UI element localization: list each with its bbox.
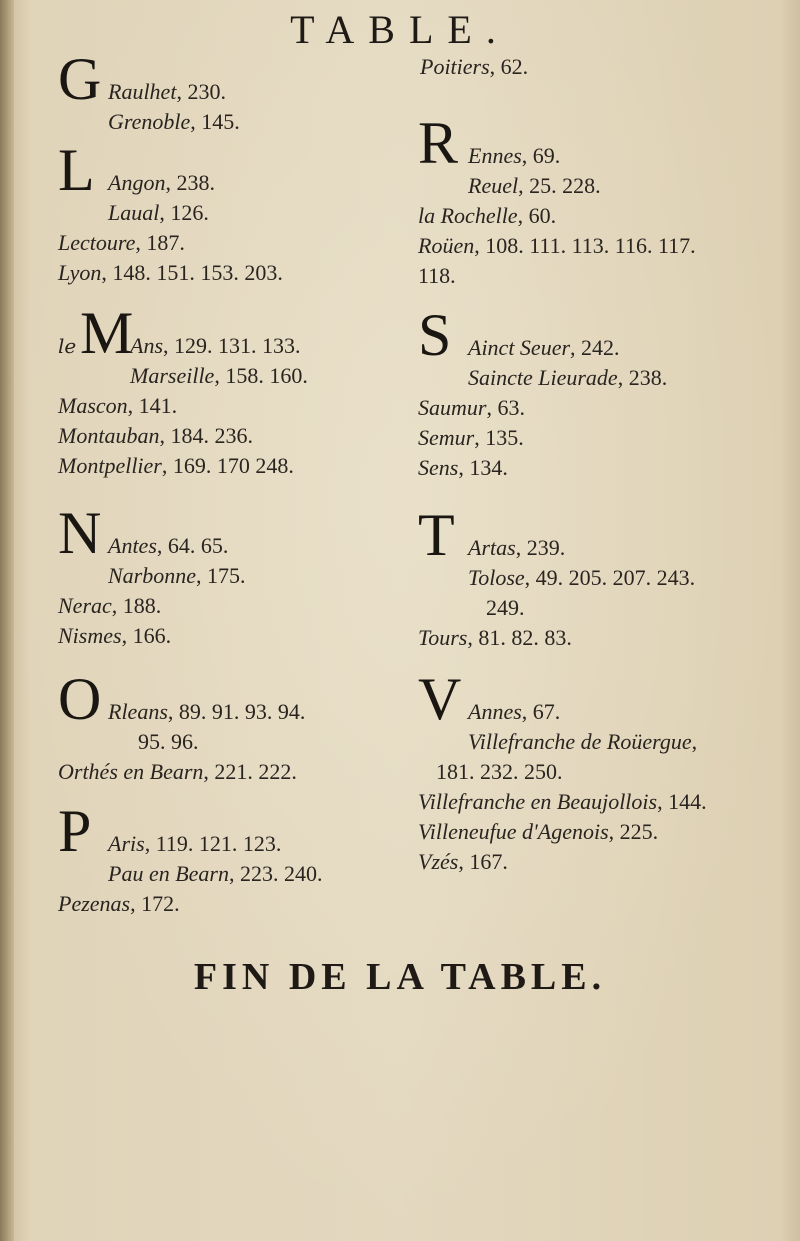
initial-letter: O: [58, 666, 102, 732]
initial-letter: R: [418, 110, 459, 176]
index-entry: Tours, 81. 82. 83.: [418, 625, 572, 650]
index-entry: Tolose, 49. 205. 207. 243.: [468, 565, 696, 590]
index-entry: Semur, 135.: [418, 425, 524, 450]
index-entry: Orthés en Bearn, 221. 222.: [58, 759, 297, 784]
index-entry: la Rochelle, 60.: [418, 203, 557, 228]
section-l: [58, 137, 283, 288]
index-entry: Roüen, 108. 111. 113. 116. 117.: [418, 233, 696, 258]
section-g: [58, 46, 240, 137]
section-v: [418, 666, 707, 877]
end-of-table-text: FIN DE LA TABLE.: [193, 956, 607, 998]
section-poitiers: [420, 52, 528, 82]
index-entry: Annes, 67.: [468, 699, 561, 724]
initial-letter: P: [58, 798, 92, 864]
index-entry-continuation: 118.: [418, 263, 456, 288]
index-entry: Nismes, 166.: [58, 623, 172, 648]
section-r: [418, 110, 696, 291]
index-entry: Villefranche en Beaujollois, 144.: [418, 789, 707, 814]
index-entry: Saincte Lieurade, 238.: [468, 365, 668, 390]
index-entry: Ennes, 69.: [468, 143, 561, 168]
index-entry: Pezenas, 172.: [58, 891, 180, 916]
initial-letter: G: [58, 46, 102, 112]
initial-letter: S: [418, 302, 452, 368]
index-entry: Villeneufue d'Agenois, 225.: [418, 819, 659, 844]
index-entry: Ainct Seuer, 242.: [468, 335, 620, 360]
section-m: [58, 300, 308, 481]
page-binding-edge: [0, 0, 14, 1241]
index-entry: Nerac, 188.: [58, 593, 162, 618]
index-entry: Villefranche de Roüergue,: [468, 729, 698, 754]
initial-letter: N: [58, 500, 102, 566]
initial-letter: M: [80, 300, 134, 366]
index-entry: Raulhet, 230.: [108, 79, 226, 104]
index-entry-continuation: 95. 96.: [138, 729, 199, 754]
index-entry: Ans, 129. 131. 133.: [130, 333, 301, 358]
index-entry: Pau en Bearn, 223. 240.: [108, 861, 323, 886]
initial-letter: V: [418, 666, 462, 732]
index-entry: Grenoble, 145.: [108, 109, 240, 134]
index-entry: Sens, 134.: [418, 455, 508, 480]
section-t: [418, 502, 696, 653]
index-entry: Lectoure, 187.: [58, 230, 185, 255]
index-entry: Angon, 238.: [108, 170, 215, 195]
index-entry: Antes, 64. 65.: [108, 533, 229, 558]
section-p: [58, 798, 323, 919]
initial-letter: L: [58, 137, 95, 203]
section-n: [58, 500, 246, 651]
index-entry: Reuel, 25. 228.: [468, 173, 601, 198]
index-entry: Montauban, 184. 236.: [58, 423, 253, 448]
article-prefix: le: [58, 334, 77, 358]
index-entry: Mascon, 141.: [58, 393, 178, 418]
index-entry: Montpellier, 169. 170 248.: [58, 453, 294, 478]
index-entry: Artas, 239.: [468, 535, 566, 560]
section-o: [58, 666, 306, 787]
page-title: TABLE.: [290, 7, 510, 52]
index-entry: Saumur, 63.: [418, 395, 525, 420]
index-entry: Vzés, 167.: [418, 849, 508, 874]
index-entry: Narbonne, 175.: [108, 563, 246, 588]
index-entry: Rleans, 89. 91. 93. 94.: [108, 699, 306, 724]
index-entry: Marseille, 158. 160.: [130, 363, 308, 388]
index-entry: Lyon, 148. 151. 153. 203.: [58, 260, 283, 285]
index-entry: Laual, 126.: [108, 200, 209, 225]
section-s: [418, 302, 668, 483]
index-entry: Aris, 119. 121. 123.: [108, 831, 282, 856]
initial-letter: T: [418, 502, 455, 568]
index-entry: Poitiers, 62.: [420, 54, 529, 79]
index-entry-continuation: 249.: [486, 595, 525, 620]
index-entry-continuation: 181. 232. 250.: [436, 759, 563, 784]
